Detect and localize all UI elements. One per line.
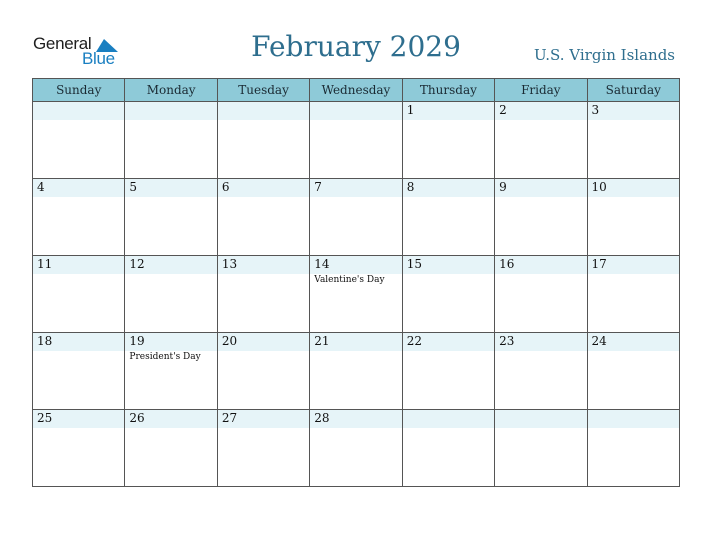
day-cell [495,256,587,333]
week-row [33,256,680,333]
week-row [33,410,680,487]
day-cell [125,333,217,410]
day-number: 11 [37,257,53,271]
day-cell [33,256,125,333]
day-cell [217,333,309,410]
day-cell [495,333,587,410]
day-cell [402,179,494,256]
holiday-label: Valentine's Day [314,275,385,285]
day-cell [217,102,309,179]
day-number: 1 [406,103,415,117]
day-number: 12 [129,257,145,271]
day-cell [310,410,402,487]
day-number: 23 [499,334,515,348]
day-cell [125,256,217,333]
day-number: 3 [591,103,600,117]
weekday-header-row [33,79,680,102]
weekday-header: Tuesday [217,79,309,102]
day-cell [125,410,217,487]
day-cell [125,179,217,256]
holiday-label: President's Day [129,352,201,362]
page-title: February 2029 [251,30,461,63]
day-number: 21 [314,334,330,348]
day-number: 16 [499,257,515,271]
day-cell [217,410,309,487]
day-cell [587,410,679,487]
day-cell [587,179,679,256]
weekday-header: Friday [495,79,587,102]
weekday-header: Wednesday [310,79,402,102]
weekday-header: Saturday [587,79,679,102]
calendar-grid [32,78,680,487]
day-cell [33,410,125,487]
day-number: 22 [406,334,422,348]
day-number: 27 [221,411,238,425]
day-cell [402,333,494,410]
day-number: 24 [591,334,607,348]
weekday-header: Monday [125,79,217,102]
day-cell [217,256,309,333]
day-number: 6 [221,180,230,194]
day-number: 7 [314,180,322,194]
day-cell [495,410,587,487]
day-cell [125,102,217,179]
day-cell [402,102,494,179]
day-number: 25 [37,411,53,425]
day-number: 14 [314,257,330,271]
day-cell [402,256,494,333]
day-cell [495,102,587,179]
day-number: 8 [406,180,415,194]
day-cell [33,102,125,179]
day-number: 20 [221,334,238,348]
day-cell [402,410,494,487]
day-cell [310,179,402,256]
week-row [33,179,680,256]
day-number: 4 [37,180,45,194]
day-number: 9 [499,180,507,194]
weekday-header: Thursday [402,79,494,102]
day-number: 26 [129,411,145,425]
day-cell [310,256,402,333]
day-cell [33,333,125,410]
day-number: 2 [499,103,507,117]
day-number: 15 [406,257,422,271]
week-row [33,333,680,410]
day-cell [217,179,309,256]
logo-word-blue: Blue [82,49,115,68]
day-number: 19 [129,334,145,348]
logo-word-general: General [33,34,92,53]
day-number: 18 [37,334,53,348]
day-cell [587,102,679,179]
day-cell [310,333,402,410]
day-number: 17 [591,257,607,271]
day-number: 13 [221,257,238,271]
day-cell [33,179,125,256]
week-row [33,102,680,179]
day-cell [495,179,587,256]
day-number: 10 [591,180,607,194]
day-cell [587,256,679,333]
weekday-header: Sunday [33,79,125,102]
day-number: 28 [314,411,330,425]
day-cell [587,333,679,410]
region-label: U.S. Virgin Islands [534,46,675,64]
day-number: 5 [129,180,138,194]
day-cell [310,102,402,179]
